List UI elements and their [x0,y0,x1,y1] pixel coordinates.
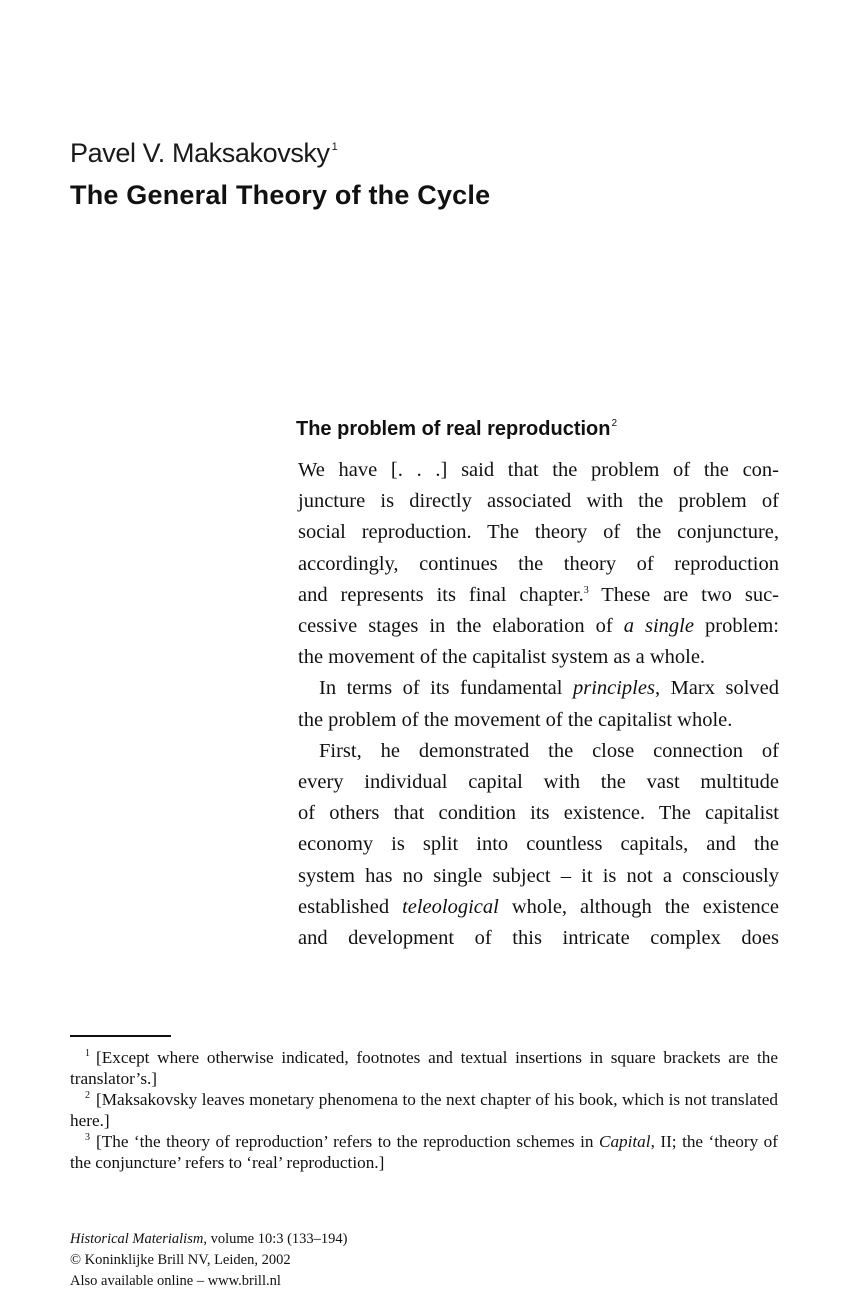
body-line: juncture is directly associated with the problem of [298,490,779,513]
body-line: every individual capital with the vast multitude [298,771,779,794]
emphasis-text: a single [623,615,694,638]
body-line: In terms of its fundamental principles, Marx solved [319,677,779,700]
footnote-3: $^3$ [The ‘the theory of reproduction’ refers to the reproduction schemes in Capital, II; the ‘theory of the conjuncture’ refers to ‘real’ reproduction.] [70,1132,778,1172]
body-text [298,455,779,954]
section-heading [296,418,617,441]
body-footnote-marker[interactable]: 3 [583,584,589,596]
body-line: of others that condition its existence. The capitalist [298,802,779,825]
journal-name: Historical Materialism [70,1231,204,1247]
body-line: the movement of the capitalist system as a whole. [298,646,706,669]
body-line: the problem of the movement of the capitalist whole. [298,708,733,731]
body-line: system has no single subject – it is not a consciously [298,864,779,887]
body-line: We have [. . .] said that the problem of the con- [298,459,779,481]
body-line: and represents its final chapter.$^3$ These are two suc- [298,583,779,606]
footnote-2: $^2$ [Maksakovsky leaves monetary phenomena to the next chapter of his book, which is not translated here.] [70,1090,778,1130]
author-name [70,138,337,169]
article-title: The General Theory of the Cycle [70,180,491,210]
section-footnote-marker[interactable]: 2 [611,418,618,429]
body-line: First, he demonstrated the close connection of [319,739,779,762]
copyright-line: © Koninklijke Brill NV, Leiden, 2002 [70,1252,291,1268]
body-line: and development of this intricate complex does [298,927,779,950]
footnote-1: $^1$ [Except where otherwise indicated, footnotes and textual insertions in square brackets are the translator’s.] [70,1048,778,1088]
section-heading-text: The problem of real reproduction [296,418,611,440]
footnote-number: 3 [85,1132,90,1143]
footnotes [70,1047,778,1173]
body-line: economy is split into countless capitals, and the [298,833,779,856]
author-footnote-marker[interactable]: 1 [331,141,338,153]
body-line: cessive stages in the elaboration of a single problem: [298,615,780,638]
emphasis-text: Capital [598,1132,651,1151]
emphasis-text: principles [572,677,655,700]
body-line: social reproduction. The theory of the conjuncture, [298,521,779,544]
footnote-divider [70,1035,171,1037]
body-line: accordingly, continues the theory of reproduction [298,552,779,575]
body-line: established teleological whole, although the existence [298,895,779,918]
footnote-number: 1 [85,1048,90,1059]
emphasis-text: teleological [402,895,499,918]
footnote-number: 2 [85,1090,90,1101]
journal-info [70,1229,348,1292]
journal-citation: Historical Materialism, volume 10:3 (133–194) [70,1231,348,1247]
online-availability: Also available online – www.brill.nl [70,1273,281,1289]
author-name-text: Pavel V. Maksakovsky [70,138,330,168]
